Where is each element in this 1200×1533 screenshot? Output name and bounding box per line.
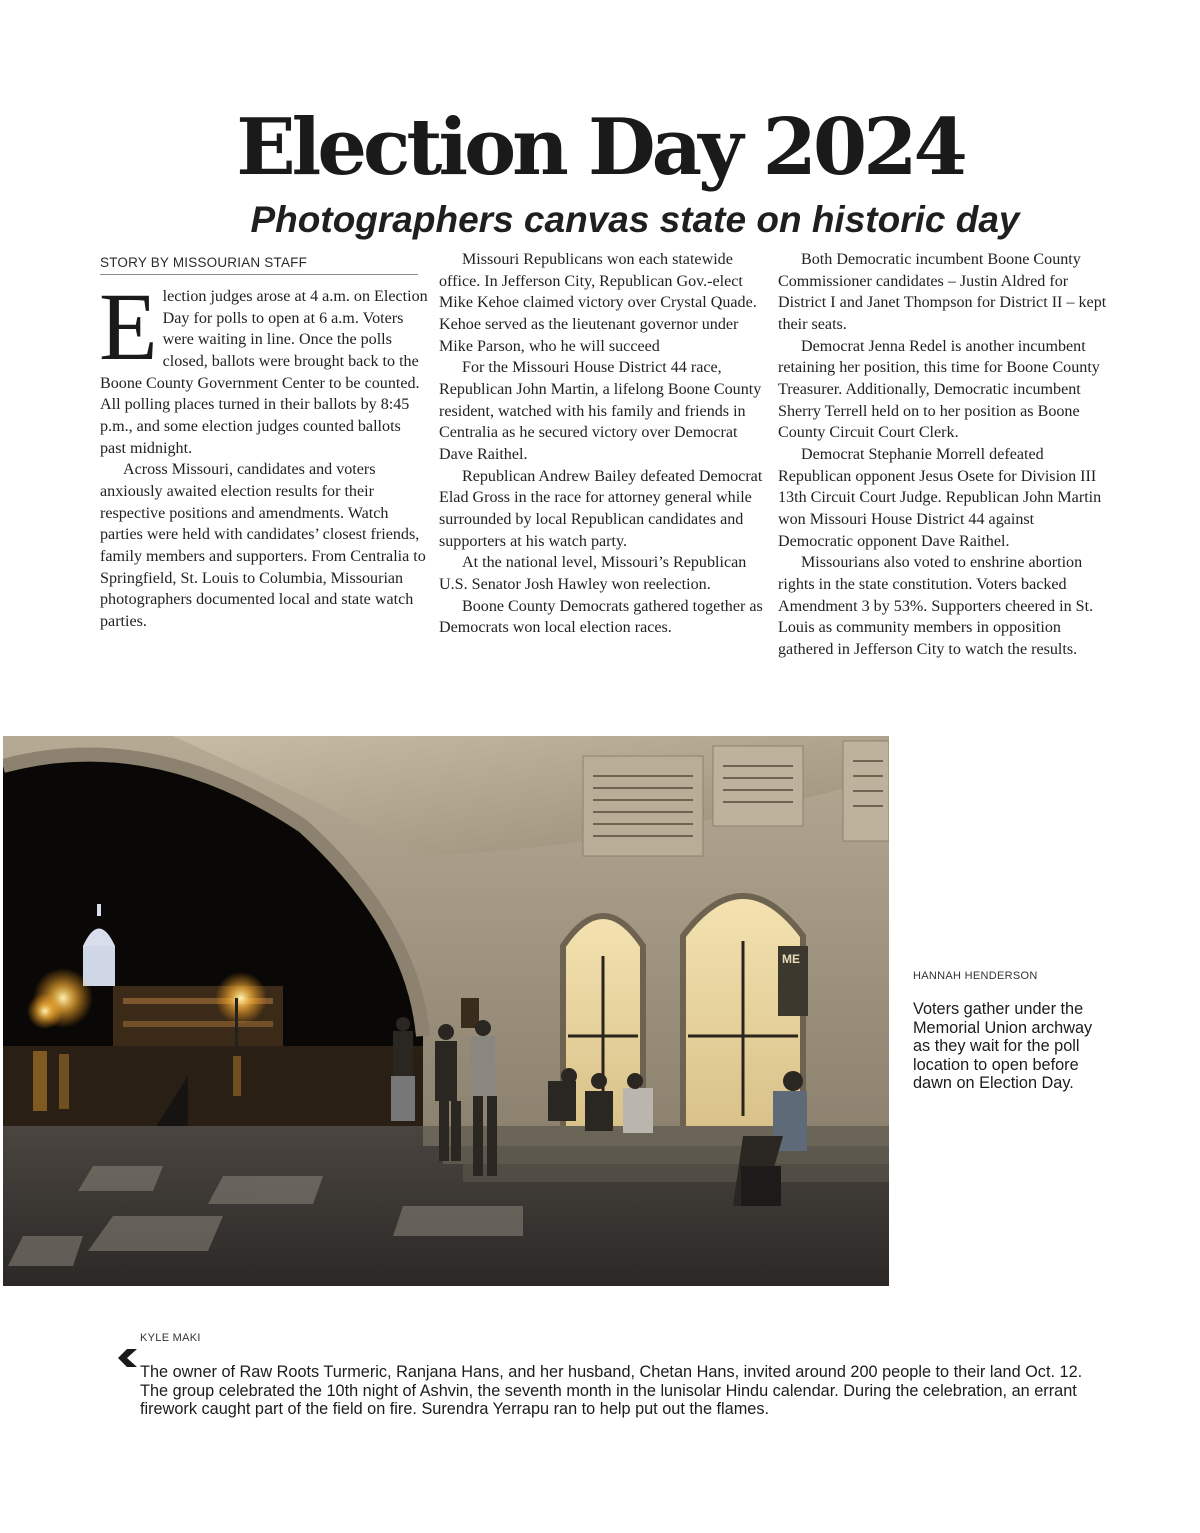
- drop-cap: E: [99, 273, 158, 380]
- photo-caption: Voters gather under the Memorial Union archway as they wait for the poll location to open before dawn on Election Day.: [913, 1000, 1093, 1093]
- story-column-1: [99, 273, 430, 633]
- story-paragraph: Missouri Republicans won each statewide office. In Jefferson City, Republican Gov.-elect Mike Kehoe claimed victory over Crystal Quade. Kehoe served as the lieutenant governor under Mike Parson, who he will succeed: [439, 251, 757, 355]
- photo-credit: KYLE MAKI: [140, 1332, 201, 1344]
- chevron-left-icon: [117, 1349, 137, 1367]
- story-column-2: [439, 249, 769, 639]
- story-paragraph: For the Missouri House District 44 race, Republican John Martin, a lifelong Boone County resident, watched with his family and friends in Centralia as he secured victory over Democrat Dave Raithel.: [439, 359, 762, 463]
- subheadline: Photographers canvas state on historic day: [250, 199, 1020, 240]
- story-paragraph: Democrat Jenna Redel is another incumbent retaining her position, this time for Boone County Treasurer. Additionally, Democratic incumbent Sherry Terrell held on to her position as Boone County Circuit Court Clerk.: [778, 337, 1100, 442]
- story-paragraph: Missourians also voted to enshrine abortion rights in the state constitution. Voters backed Amendment 3 by 53%. Supporters cheered in St. Louis as community members in opposition gathered in Jefferson City to watch the results.: [778, 554, 1094, 658]
- story-paragraph: At the national level, Missouri’s Republican U.S. Senator Josh Hawley won reelection.: [439, 554, 747, 593]
- story-paragraph: Across Missouri, candidates and voters anxiously awaited election results for their respective positions and amendments. Watch parties were held with candidates’ closest friends, family members and supporters. From Centralia to Springfield, St. Louis to Columbia, Missourian photographers documented local and state watch parties.: [100, 461, 426, 630]
- story-paragraph: Boone County Democrats gathered together as Democrats won local election races.: [439, 597, 763, 637]
- story-column-3: [778, 249, 1108, 660]
- headline: Election Day 2024: [236, 102, 964, 193]
- story-paragraph: Both Democratic incumbent Boone County Commissioner candidates – Justin Aldred for District I and Janet Thompson for District II – kept their seats.: [778, 251, 1107, 333]
- story-paragraph: Democrat Stephanie Morrell defeated Republican opponent Jesus Osete for Division III 13th Circuit Court Judge. Republican John Martin won Missouri House District 44 against Democratic opponent Dave Raithel.: [778, 445, 1102, 550]
- story-paragraph: lection judges arose at 4 a.m. on Election Day for polls to open at 6 a.m. Voters were waiting in line. Once the polls closed, ballots were brought back to the Boone County Government Center to be counted. All polling places turned in their ballots by 8:45 p.m., and some election judges counted ballots past midnight.: [100, 288, 428, 457]
- memorial-union-archway-photo: [3, 736, 889, 1286]
- photo-caption: The owner of Raw Roots Turmeric, Ranjana Hans, and her husband, Chetan Hans, invited around 200 people to their land Oct. 12. The group celebrated the 10th night of Ashvin, the seventh month in the lunisolar Hindu calendar. During the celebration, an errant firework caught part of the field on fire. Surendra Yerrapu ran to help put out the flames.: [140, 1363, 1083, 1419]
- byline: STORY BY MISSOURIAN STAFF: [100, 254, 418, 275]
- door-sign-text: ME: [782, 952, 800, 966]
- photo-credit: HANNAH HENDERSON: [913, 970, 1038, 982]
- story-paragraph: Republican Andrew Bailey defeated Democrat Elad Gross in the race for attorney general while surrounded by local Republican candidates and supporters at his watch party.: [439, 467, 763, 550]
